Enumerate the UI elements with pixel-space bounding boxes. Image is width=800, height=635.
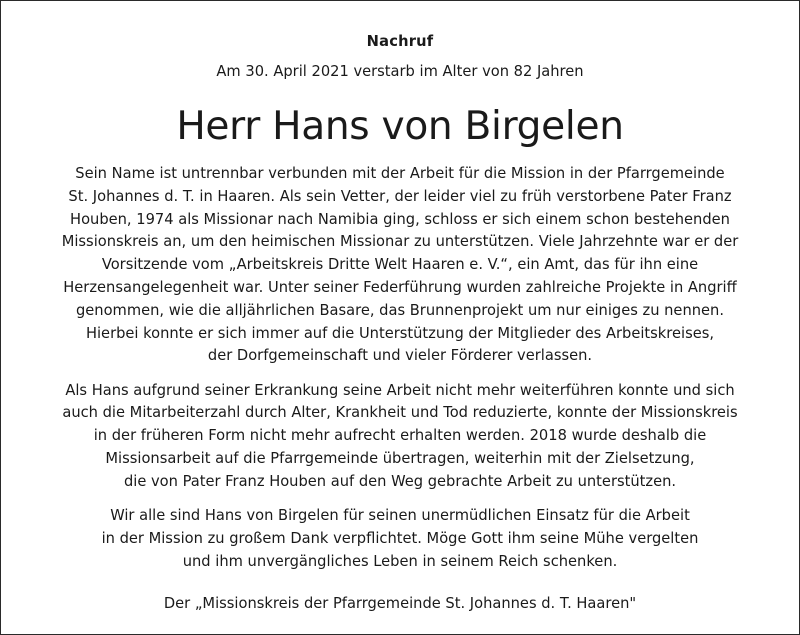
paragraph-3 (1, 505, 799, 573)
obituary-body (1, 163, 799, 574)
text-line: Missionsarbeit auf die Pfarrgemeinde übertragen, weiterhin mit der Zielsetzung, (105, 450, 695, 468)
text-line: der Dorfgemeinschaft und vieler Förderer verlassen. (207, 347, 593, 365)
text-line: in der Mission zu großem Dank verpflichtet. Möge Gott ihm seine Mühe vergelten (101, 529, 699, 547)
text-line: genommen, wie die alljährlichen Basare, das Brunnenprojekt um nur einiges zu nennen. (75, 301, 724, 319)
text-line: die von Pater Franz Houben auf den Weg gebrachte Arbeit zu unterstützen. (123, 472, 677, 490)
text-line: auch die Mitarbeiterzahl durch Alter, Krankheit und Tod reduzierte, konnte der Missionskreis (62, 404, 738, 422)
text-line: Vorsitzende vom „Arbeitskreis Dritte Welt Haaren e. V.“, ein Amt, das für ihn eine (101, 256, 699, 274)
text-line: in der früheren Form nicht mehr aufrecht erhalten werden. 2018 wurde deshalb die (93, 427, 707, 445)
notice-kicker: Nachruf (366, 33, 434, 50)
text-line: und ihm unvergängliches Leben in seinem Reich schenken. (182, 552, 618, 570)
text-line: Sein Name ist untrennbar verbunden mit der Arbeit für die Mission in der Pfarrgemeinde (75, 165, 725, 182)
paragraph-2 (1, 380, 799, 494)
paragraph-1 (1, 163, 799, 368)
text-line: Missionskreis an, um den heimischen Missionar zu unterstützen. Viele Jahrzehnte war er der (61, 233, 739, 251)
text-line: Hierbei konnte er sich immer auf die Unterstützung der Mitglieder des Arbeitskreises, (85, 324, 715, 342)
text-line: Wir alle sind Hans von Birgelen für seinen unermüdlichen Einsatz für die Arbeit (110, 507, 690, 525)
text-line: Als Hans aufgrund seiner Erkrankung seine Arbeit nicht mehr weiterführen konnte und sich (65, 381, 735, 399)
text-line: Herzensangelegenheit war. Unter seiner Federführung wurden zahlreiche Projekte in Angriff (63, 278, 737, 296)
signature-line: Der „Missionskreis der Pfarrgemeinde St. Johannes d. T. Haaren" (163, 595, 637, 612)
death-date-line: Am 30. April 2021 verstarb im Alter von 82 Jahren (216, 63, 584, 80)
text-line: Houben, 1974 als Missionar nach Namibia ging, schloss er sich einem schon bestehenden (70, 210, 730, 228)
text-line: St. Johannes d. T. in Haaren. Als sein Vetter, der leider viel zu früh verstorbene Pater Franz (68, 187, 732, 205)
deceased-name-heading: Herr Hans von Birgelen (176, 104, 624, 149)
